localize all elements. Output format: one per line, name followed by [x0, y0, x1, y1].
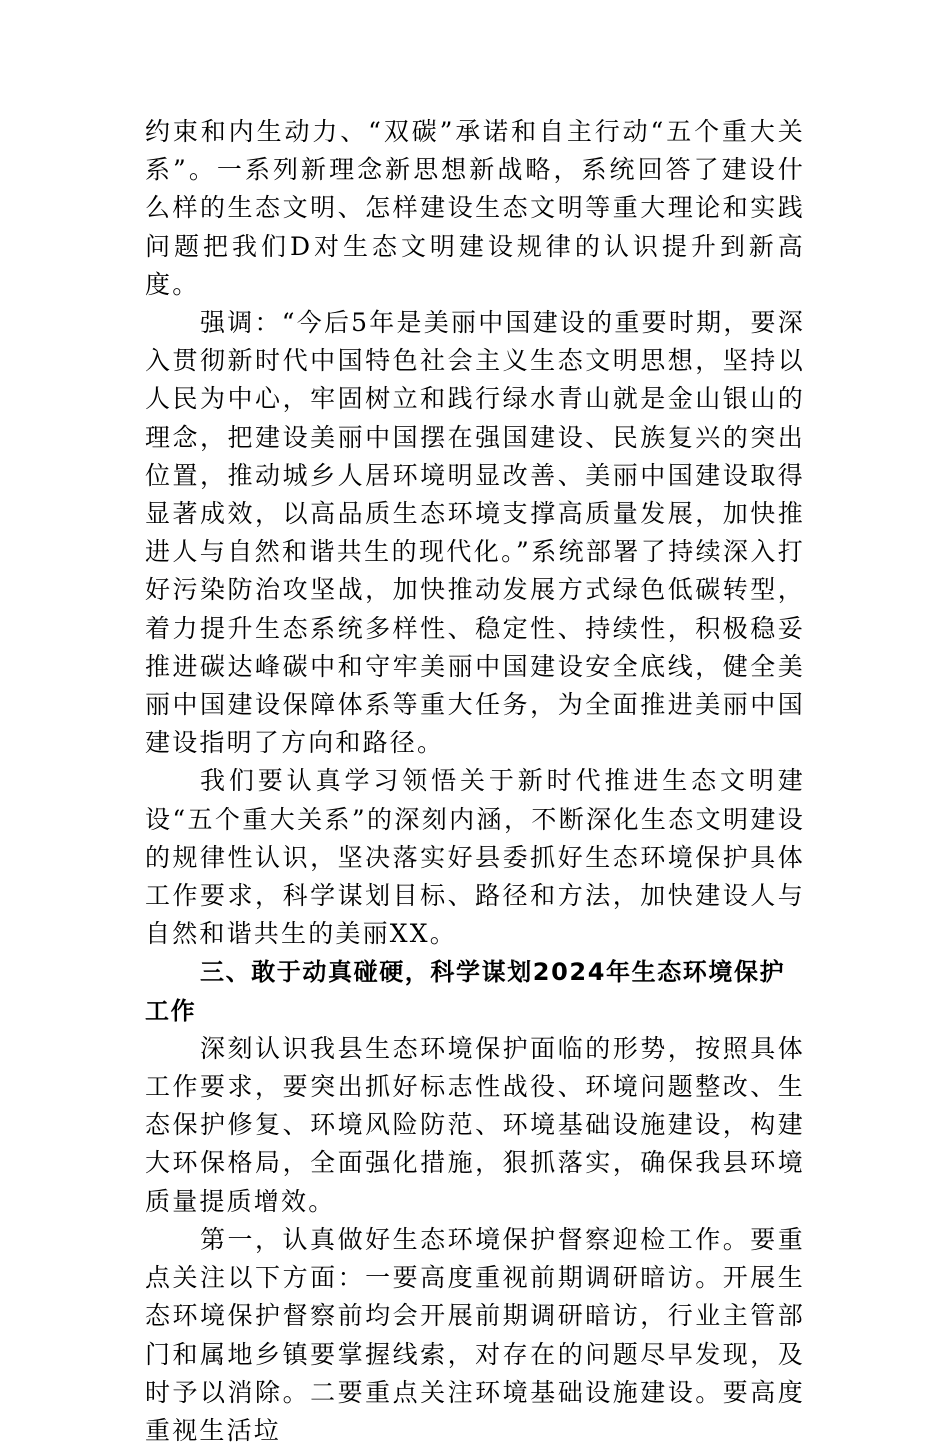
paragraph-first-item: 第一，认真做好生态环境保护督察迎检工作。要重点关注以下方面：一要高度重视前期调研暗访。开展生态环境保护督察前均会开展前期调研暗访，行业主管部门和属地乡镇要掌握线索，对存在的问题尽早发现，及时予以消除。二要重点关注环境基础设施建设。要高度重视生活垃 — [145, 1224, 805, 1445]
paragraph-emphasis-quote: 强调：“今后5年是美丽中国建设的重要时期，要深入贯彻新时代中国特色社会主义生态文明思想，坚持以人民为中心，牢固树立和践行绿水青山就是金山银山的理念，把建设美丽中国摆在强国建设、民族复兴的突出位置，推动城乡人居环境明显改善、美丽中国建设取得显著成效，以高品质生态环境支撑高质量发展，加快推进人与自然和谐共生的现代化。”系统部署了持续深入打好污染防治攻坚战，加快推动发展方式绿色低碳转型，着力提升生态系统多样性、稳定性、持续性，积极稳妥推进碳达峰碳中和守牢美丽中国建设安全底线，健全美丽中国建设保障体系等重大任务，为全面推进美丽中国建设指明了方向和路径。 — [145, 308, 805, 758]
paragraph-learning-requirements: 我们要认真学习领悟关于新时代推进生态文明建设“五个重大关系”的深刻内涵，不断深化生态文明建设的规律性认识，坚决落实好县委抓好生态环境保护具体工作要求，科学谋划目标、路径和方法，加快建设人与自然和谐共生的美丽XX。 — [145, 766, 805, 949]
document-page — [145, 113, 805, 1450]
paragraph-situation-overview: 深刻认识我县生态环境保护面临的形势，按照具体工作要求，要突出抓好标志性战役、环境问题整改、生态保护修复、环境风险防范、环境基础设施建设，构建大环保格局，全面强化措施，狠抓落实，确保我县环境质量提质增效。 — [145, 1033, 805, 1216]
section-heading-three: 三、敢于动真碰硬，科学谋划2024年生态环境保护工作 — [145, 958, 786, 1025]
paragraph-continuation: 约束和内生动力、“双碳”承诺和自主行动“五个重大关系”。一系列新理念新思想新战略，系统回答了建设什么样的生态文明、怎样建设生态文明等重大理论和实践问题把我们D对生态文明建设规律的认识提升到新高度。 — [145, 117, 805, 299]
